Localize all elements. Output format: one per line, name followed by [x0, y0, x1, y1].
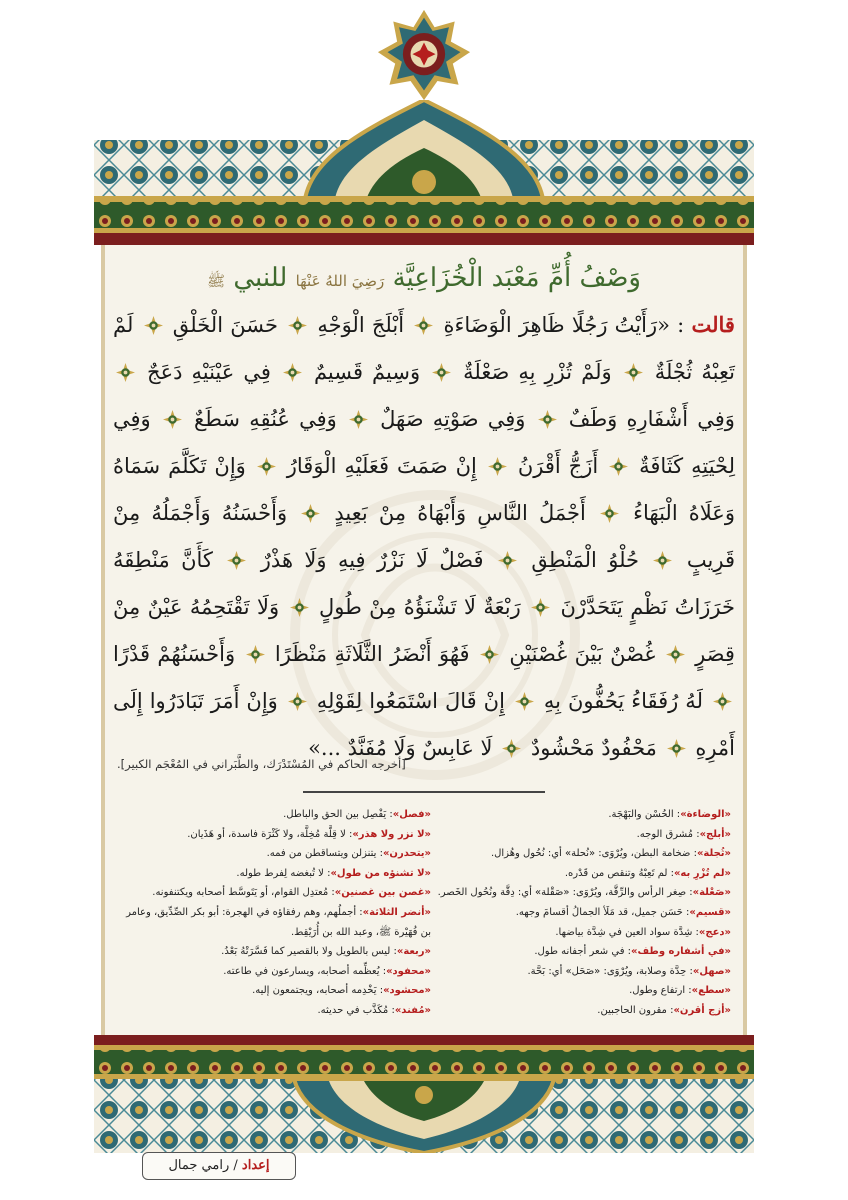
ornament-bullet-icon — [624, 352, 643, 371]
hadith-phrase: وَإِنْ أَمَرَ تَبَادَرُوا إِلَى أَمْرِهِ — [113, 689, 735, 760]
hadith-phrase: إِنْ قَالَ اسْتَمَعُوا لِقَوْلِهِ — [316, 689, 505, 713]
credit-name: رامي جمال — [168, 1158, 230, 1173]
ornament-bullet-icon — [667, 728, 686, 747]
ornament-bullet-icon — [116, 352, 135, 371]
glossary-item — [115, 903, 431, 942]
title-prophet: للنبي — [233, 263, 288, 293]
glossary-item — [431, 844, 731, 864]
content-panel — [101, 245, 747, 1035]
ornament-bullet-icon — [498, 540, 517, 559]
hadith-phrase: وَلَمْ تُزْرِ بِهِ صَعْلَةٌ — [463, 360, 612, 384]
glossary-term: «غصن بين غصنين» — [334, 887, 431, 899]
hadith-phrase: حُلْوُ الْمَنْطِقِ — [531, 548, 640, 572]
glossary-term: «مُفند» — [394, 1004, 431, 1016]
ornament-bullet-icon — [288, 681, 307, 700]
glossary-definition: : الحُسْن والبَهْجَة. — [608, 809, 681, 820]
hadith-phrase: مَحْفُودٌ مَحْشُودٌ — [530, 736, 657, 760]
top-ornamental-banner — [94, 100, 754, 245]
ornament-bullet-icon — [257, 446, 276, 465]
glossary-item — [431, 923, 731, 943]
glossary-term: «لا تشنؤه من طول» — [330, 867, 431, 879]
hadith-phrase: وَفِي أَشْفَارِهِ وَطَفٌ — [568, 407, 735, 431]
hadith-phrase: لَهُ رُفَقَاءُ يَحُفُّونَ بِهِ — [543, 689, 703, 713]
ornament-bullet-icon — [414, 305, 433, 324]
glossary-item — [431, 805, 731, 825]
glossary-definition: : شِدَّة سواد العين في شِدَّة بياضها. — [555, 926, 699, 938]
glossary-definition: : مُكَذَّب في حديثه. — [317, 1004, 395, 1016]
glossary-item — [115, 1001, 431, 1021]
ornament-bullet-icon — [301, 493, 320, 512]
ornament-bullet-icon — [713, 681, 732, 700]
glossary-term: «لم تُزْرِ به» — [673, 867, 731, 879]
hadith-phrase: وَأَحْسَنُهُ وَأَجْمَلُهُ مِنْ قَرِيبٍ — [113, 501, 735, 572]
ornament-bullet-icon — [227, 540, 246, 559]
glossary-item — [431, 981, 731, 1001]
glossary-definition: : ضخامة البطن، ويُرْوَى: «نُحلة» أي: نُحُول وهُزال. — [490, 848, 697, 860]
ornament-bullet-icon — [432, 352, 451, 371]
glossary-term: «صهل» — [692, 965, 731, 977]
hadith-phrase: وَفِي صَوْتِهِ صَهَلٌ — [380, 407, 526, 431]
hadith-phrase: رَبْعَةٌ لَا تَشْنَؤُهُ مِنْ طُولٍ — [318, 595, 521, 619]
glossary-right-column — [431, 805, 731, 1021]
hadith-phrase: وَسِيمٌ قَسِيمٌ — [313, 360, 421, 384]
page-title — [105, 263, 743, 294]
ornament-bullet-icon — [531, 587, 550, 606]
glossary-term: «في أشفاره وطف» — [631, 946, 731, 958]
glossary-term: «ربعة» — [396, 946, 431, 958]
ornament-bullet-icon — [666, 634, 685, 653]
glossary-definition: : يَخْدِمه أصحابه، ويجتمعون إليه. — [252, 985, 384, 997]
glossary-term: «الوضاءة» — [680, 809, 731, 820]
glossary-term: «أنضر الثلاثة» — [362, 906, 431, 918]
source-citation: [أخرجه الحاكم في المُسْتَدْرَك، والطَّبَراني في المُعْجَم الكبير]. — [117, 757, 406, 771]
hadith-phrase: فِي عَيْنَيْهِ دَعَجٌ — [147, 360, 271, 384]
glossary-definition: : يَفْصِل بين الحق والباطل. — [283, 809, 393, 820]
glossary-item — [431, 942, 731, 962]
ornament-bullet-icon — [163, 399, 182, 418]
glossary-item — [431, 903, 731, 923]
ornament-bullet-icon — [144, 305, 163, 324]
glossary-term: «قسيم» — [689, 906, 731, 918]
ornament-bullet-icon — [609, 446, 628, 465]
ornament-bullet-icon — [538, 399, 557, 418]
glossary-term: «ثُجلة» — [696, 848, 731, 860]
glossary-definition: : ارتفاع وطول. — [629, 985, 692, 997]
glossary-definition: : لا تُبغضه لِفرط طوله. — [236, 867, 331, 879]
glossary-term: «محفود» — [386, 965, 431, 977]
glossary-item — [115, 825, 431, 845]
ornament-bullet-icon — [288, 305, 307, 324]
hadith-phrase: أَزَجُّ أَقْرَنُ — [517, 454, 599, 478]
credit-separator: / — [233, 1158, 238, 1173]
ornament-bullet-icon — [290, 587, 309, 606]
glossary-term: «دعج» — [698, 926, 731, 938]
glossary-definition: : يتنزلن ويتساقطن من فمه. — [266, 848, 383, 860]
glossary-definition: : مُشرق الوجه. — [636, 828, 700, 840]
ornament-bullet-icon — [502, 728, 521, 747]
ornament-bullet-icon — [653, 540, 672, 559]
ornament-bullet-icon — [480, 634, 499, 653]
hadith-phrase: حَسَنَ الْخَلْقِ — [172, 313, 278, 337]
hadith-phrase: لَمْ تَعِبْهُ ثُجْلَةٌ — [113, 313, 735, 384]
glossary-item — [431, 962, 731, 982]
glossary-item — [431, 883, 731, 903]
glossary-item — [115, 942, 431, 962]
title-honor-prophet: ﷺ — [207, 272, 226, 290]
glossary-definition: : أجملُهم، وهم رفقاؤه في الهجرة: أبو بكر الصِّدِّيق، وعامر بن فُهَيْرة ﷺ، وعبد الله بن أُرَيْقِط. — [126, 906, 431, 938]
glossary-definition: : مقرون الحاجبين. — [597, 1004, 674, 1016]
hadith-opening: : «رَأَيْتُ رَجُلًا ظَاهِرَ الْوَضَاءَةِ — [443, 313, 685, 337]
glossary-item — [115, 981, 431, 1001]
glossary-item — [115, 844, 431, 864]
glossary-definition: : في شعر أجفانه طول. — [534, 946, 632, 958]
ornament-bullet-icon — [600, 493, 619, 512]
hadith-phrase: كَأَنَّ مَنْطِقَهُ خَرَزَاتُ نَظْمٍ يَتَحَدَّرْنَ — [113, 548, 736, 619]
glossary-item — [115, 962, 431, 982]
divider — [303, 791, 545, 793]
glossary-definition: : مُعتدِل القوام، أو يَتَوسَّط أصحابه ويكتنفونه. — [152, 887, 335, 899]
glossary-item — [115, 805, 431, 825]
hadith-text — [113, 301, 735, 772]
credit-box — [142, 1152, 296, 1180]
hadith-phrase: وَأَحْسَنُهُمْ قَدْرًا — [113, 642, 236, 666]
glossary-item — [431, 864, 731, 884]
hadith-phrase: إِنْ صَمَتَ فَعَلَيْهِ الْوَقَارُ — [286, 454, 477, 478]
glossary-definition: : لم تَعِبْهُ وتنقص من قَدْره. — [564, 867, 674, 879]
glossary-definition: : صِغر الرأس والرِّقَّة، ويُرْوَى: «صَقْلة» أي: دِقَّة ونُحُول الخَصر. — [437, 887, 693, 899]
hadith-phrase: وَإِنْ تَكَلَّمَ سَمَاهُ وَعَلَاهُ الْبَهَاءُ — [113, 454, 735, 525]
glossary-definition: : حَسَن جميل، قد مَلَأ الجمالُ أقسامَ وجهه. — [515, 906, 690, 918]
hadith-phrase: فَصْلٌ لَا نَزْرٌ فِيهِ وَلَا هَذْرٌ — [260, 548, 484, 572]
glossary-term: «سطع» — [691, 985, 731, 997]
hadith-phrase: فَهُوَ أَنْضَرُ الثَّلَاثَةِ مَنْظَرًا — [274, 642, 470, 666]
hadith-phrase: وَفِي عُنُقِهِ سَطَعٌ — [194, 407, 337, 431]
hadith-phrase: أَبْلَجَ الْوَجْهِ — [317, 313, 405, 337]
glossary-term: «فصل» — [392, 809, 431, 820]
glossary-term: «لا نزر ولا هذر» — [352, 828, 431, 840]
glossary-definition: : لا قِلَّة مُخِلَّة، ولا كَثْرَة فاسدة، أو هَذَيان. — [187, 828, 353, 840]
glossary-item — [431, 1001, 731, 1021]
ornament-bullet-icon — [349, 399, 368, 418]
glossary-term: «صَعْلة» — [692, 887, 731, 899]
glossary-term: «محشود» — [383, 985, 431, 997]
bottom-ornamental-banner — [94, 1035, 754, 1153]
star-medallion-ornament — [376, 8, 472, 104]
hadith-phrase: وَفِي لِحْيَتِهِ كَثَافَةٌ — [113, 407, 735, 478]
glossary-definition: : ليس بالطويل ولا بالقصير كما فَسَّرَتْهُ بَعْدُ. — [221, 946, 397, 958]
title-honor-female: رَضِيَ اللهُ عَنْهَا — [295, 272, 385, 290]
glossary-term: «أزج أقرن» — [673, 1004, 731, 1016]
glossary-term: «أبلج» — [699, 828, 731, 840]
hadith-phrase: لَا عَابِسٌ وَلَا مُفَنَّدٌ ...» — [308, 736, 493, 760]
hadith-phrase: أَجْمَلُ النَّاسِ وَأَبْهَاهُ مِنْ بَعِيدٍ — [334, 501, 586, 525]
hadith-phrase: غُصْنٌ بَيْنَ غُصْنَيْنِ — [509, 642, 656, 666]
glossary-item — [431, 825, 731, 845]
glossary-left-column — [115, 805, 431, 1021]
credit-label: إعداد — [241, 1158, 270, 1173]
title-main: وَصْفُ أُمِّ مَعْبَد الْخُزَاعِيَّة — [392, 263, 641, 293]
glossary-definition: : يُعظِّمه أصحابه، ويسارعون في طاعته. — [223, 965, 387, 977]
ornament-bullet-icon — [488, 446, 507, 465]
glossary-item — [115, 864, 431, 884]
ornament-bullet-icon — [283, 352, 302, 371]
ornament-bullet-icon — [515, 681, 534, 700]
glossary-definition: : حِدَّة وصلابة، ويُرْوَى: «صَحَل» أي: بَحَّة. — [527, 965, 693, 977]
glossary-term: «يتحدرن» — [382, 848, 431, 860]
hadith-lead: قالت — [691, 312, 735, 337]
ornament-bullet-icon — [246, 634, 265, 653]
glossary-item — [115, 883, 431, 903]
hadith-phrase: وَلَا تَقْتَحِمُهُ عَيْنٌ مِنْ قِصَرٍ — [113, 595, 735, 666]
